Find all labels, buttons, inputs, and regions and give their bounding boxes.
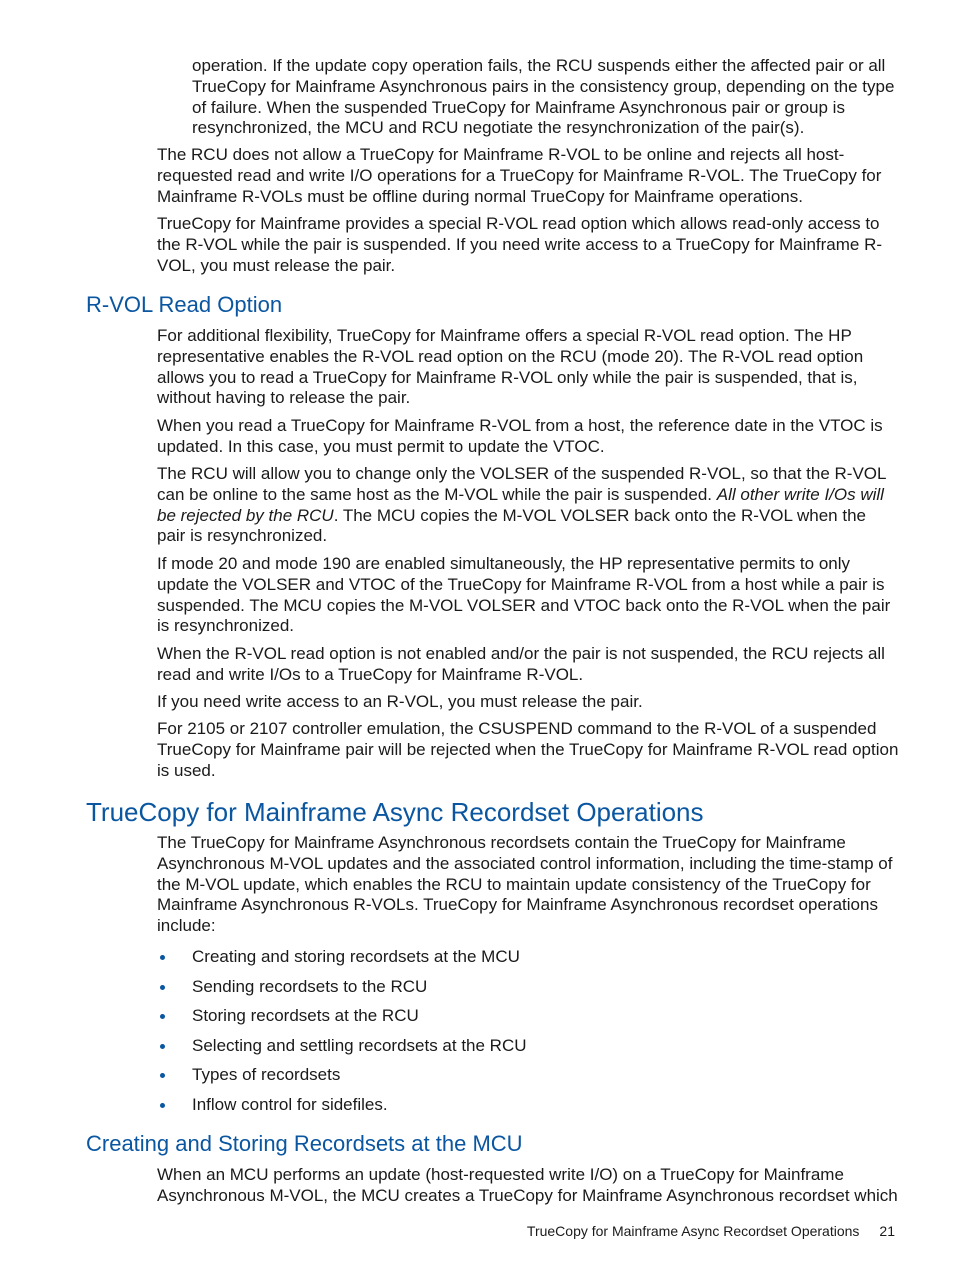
footer-title: TrueCopy for Mainframe Async Recordset Operations — [526, 1223, 860, 1239]
paragraph-mcu-update: When an MCU performs an update (host-requested write I/O) on a TrueCopy for Mainframe Asynchronous M-VOL, the MCU creates a TrueCopy for Mainframe Asynchronous recordset which — [157, 1165, 898, 1205]
recordset-operations-list — [157, 946, 899, 1124]
paragraph-rcu-online: The RCU does not allow a TrueCopy for Mainframe R-VOL to be online and rejects all host-requested read and write I/O operations for a TrueCopy for Mainframe R-VOL. The TrueCopy for Mainframe R-VOLs must be offline during normal TrueCopy for Mainframe operations. — [157, 145, 882, 206]
heading-rvol-read-option: R-VOL Read Option — [86, 292, 283, 317]
paragraph-special-read-option: TrueCopy for Mainframe provides a special R-VOL read option which allows read-only access to the R-VOL while the pair is suspended. If you need write access to a TrueCopy for Mainframe R-VOL, you must release the pair. — [157, 214, 883, 275]
list-item: Types of recordsets — [157, 1064, 899, 1094]
paragraph-not-enabled: When the R-VOL read option is not enabled and/or the pair is not suspended, the RCU rejects all read and write I/Os to a TrueCopy for Mainframe R-VOL. — [157, 644, 885, 684]
paragraph-write-access: If you need write access to an R-VOL, you must release the pair. — [157, 692, 643, 711]
bullet-icon — [160, 1103, 165, 1108]
volser-emphasis: All other write I/Os will be rejected by the RCU — [157, 484, 884, 525]
list-item: Creating and storing recordsets at the MCU — [157, 946, 899, 976]
heading-recordset-operations: TrueCopy for Mainframe Async Recordset Operations — [86, 797, 704, 827]
volser-text-b: . The MCU copies the M-VOL VOLSER back onto the R-VOL when the pair is resynchronized. — [157, 505, 866, 546]
list-item: Sending recordsets to the RCU — [157, 976, 899, 1006]
bullet-icon — [160, 985, 165, 990]
list-item: Inflow control for sidefiles. — [157, 1094, 899, 1124]
list-item: Selecting and settling recordsets at the RCU — [157, 1035, 899, 1065]
page-footer — [400, 1222, 895, 1240]
paragraph-vtoc: When you read a TrueCopy for Mainframe R-VOL from a host, the reference date in the VTOC is updated. In this case, you must permit to update the VTOC. — [157, 416, 883, 456]
page-number: 21 — [879, 1223, 895, 1239]
paragraph-mode-190: If mode 20 and mode 190 are enabled simultaneously, the HP representative permits to only update the VOLSER and VTOC of the TrueCopy for Mainframe R-VOL from a host while a pair is suspended. The MCU copies the M-VOL VOLSER and VTOC back onto the R-VOL when the pair is resynchronized. — [157, 554, 891, 636]
paragraph-volser — [157, 464, 899, 547]
paragraph-recordsets: The TrueCopy for Mainframe Asynchronous recordsets contain the TrueCopy for Mainframe Asynchronous M-VOL updates and the associated control information, including the time-stamp of the M-VOL update, which enables the RCU to maintain update consistency of the TrueCopy for Mainframe Asynchronous R-VOLs. TrueCopy for Mainframe Asynchronous recordset operations include: — [157, 833, 893, 936]
heading-creating-storing: Creating and Storing Recordsets at the MCU — [86, 1131, 523, 1156]
paragraph-flexibility: For additional flexibility, TrueCopy for Mainframe offers a special R-VOL read option. The HP representative enables the R-VOL read option on the RCU (mode 20). The R-VOL read option allows you to read a TrueCopy for Mainframe R-VOL only while the pair is suspended, that is, without having to release the pair. — [157, 326, 864, 408]
bullet-icon — [160, 1014, 165, 1019]
volser-text-a: The RCU will allow you to change only the VOLSER of the suspended R-VOL, so that the R-VOL can be online to the same host as the M-VOL while the pair is suspended. — [157, 464, 886, 504]
paragraph-intro-continuation: operation. If the update copy operation fails, the RCU suspends either the affected pair or all TrueCopy for Mainframe Asynchronous pairs in the consistency group, depending on the type of failure. When the suspended TrueCopy for Mainframe Asynchronous pair or group is resynchronized, the MCU and RCU negotiate the resynchronization of the pair(s). — [192, 56, 895, 138]
bullet-icon — [160, 1073, 165, 1078]
bullet-icon — [160, 1044, 165, 1049]
list-item: Storing recordsets at the RCU — [157, 1005, 899, 1035]
bullet-icon — [160, 955, 165, 960]
paragraph-csuspend: For 2105 or 2107 controller emulation, the CSUSPEND command to the R-VOL of a suspended TrueCopy for Mainframe pair will be rejected when the TrueCopy for Mainframe R-VOL read option is used. — [157, 719, 899, 780]
